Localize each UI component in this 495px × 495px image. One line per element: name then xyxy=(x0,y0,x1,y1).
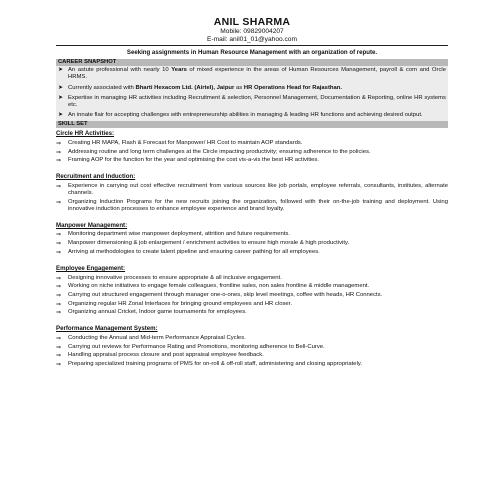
double-arrow-bullet-icon: ⇒ xyxy=(56,157,62,165)
double-arrow-bullet-icon: ⇒ xyxy=(56,140,62,148)
snapshot-text: Expertise in managing HR activities including Recruitment & selection, Personnel Management, Documentation & Reporting, online HR systems etc. xyxy=(68,94,446,108)
skill-item xyxy=(56,183,448,197)
skill-item xyxy=(56,140,448,147)
skill-item-text: Experience in carrying out cost effective recruitment from various sources like job portals, employee referrals, consultants, institutes, alternate channels. xyxy=(68,183,448,197)
skill-item-text: Preparing specialized training programs of PMS for on-roll & off-roll staff, administering and closing appropriately. xyxy=(68,361,363,368)
skill-item xyxy=(56,309,448,316)
skill-item-text: Organizing annual Cricket, Indoor game tournaments for employees. xyxy=(68,309,247,316)
skill-item xyxy=(56,344,448,351)
double-arrow-bullet-icon: ⇒ xyxy=(56,248,62,256)
skill-item xyxy=(56,361,448,368)
double-arrow-bullet-icon: ⇒ xyxy=(56,283,62,291)
double-arrow-bullet-icon: ⇒ xyxy=(56,361,62,369)
skill-item xyxy=(56,275,448,282)
snapshot-item xyxy=(56,67,448,81)
skill-item xyxy=(56,149,448,156)
double-arrow-bullet-icon: ⇒ xyxy=(56,352,62,360)
skill-section xyxy=(56,265,448,316)
career-snapshot-list xyxy=(56,66,448,121)
snapshot-item xyxy=(56,95,448,109)
skill-item-text: Working on niche initiatives to engage female colleagues, frontline sales, non sales frontline & middle management. xyxy=(68,283,370,290)
snapshot-highlight: HR Operations Head for Rajasthan. xyxy=(243,84,343,91)
mobile-number: Mobile: 09829004207 xyxy=(220,28,284,35)
skill-item-text: Organizing regular HR Zonal Interfaces for bringing ground employees and HR closer. xyxy=(68,300,292,307)
snapshot-text: An innate flair for accepting challenges with entrepreneurship abilities in managing & leading HR functions and achieving desired output. xyxy=(68,112,423,119)
header-divider xyxy=(56,45,448,46)
double-arrow-bullet-icon: ⇒ xyxy=(56,183,62,191)
objective-statement: Seeking assignments in Human Resource Management with an organization of repute. xyxy=(126,49,378,57)
arrow-bullet-icon: ➤ xyxy=(58,84,64,91)
skill-item-text: Arriving at methodologies to create talent pipeline and ensuring career pathing for all employees. xyxy=(68,248,320,255)
skill-item xyxy=(56,157,448,164)
skill-item xyxy=(56,292,448,299)
snapshot-text: Currently associated with xyxy=(68,84,136,91)
skill-set-heading: SKILL SET xyxy=(56,121,448,128)
skill-set-sections xyxy=(56,130,448,368)
skill-item xyxy=(56,249,448,256)
snapshot-text: An astute professional with nearly 10 xyxy=(68,67,172,74)
skill-section xyxy=(56,222,448,256)
skill-item-text: Creating HR MAPA, Flash & Forecast for Manpower/ HR Cost to maintain AOP standards. xyxy=(68,140,303,147)
double-arrow-bullet-icon: ⇒ xyxy=(56,309,62,317)
skill-item-text: Addressing routine and long term challenges at the Circle impacting productivity; ensuring adherence to the policies. xyxy=(68,148,371,155)
skill-item xyxy=(56,301,448,308)
skill-item xyxy=(56,199,448,213)
arrow-bullet-icon: ➤ xyxy=(58,112,64,119)
double-arrow-bullet-icon: ⇒ xyxy=(56,334,62,342)
double-arrow-bullet-icon: ⇒ xyxy=(56,300,62,308)
skill-section xyxy=(56,173,448,212)
snapshot-text: as xyxy=(235,84,244,91)
skill-section-title: Employee Engagement: xyxy=(56,264,126,272)
snapshot-item xyxy=(56,85,448,92)
skill-section-title: Recruitment and Induction: xyxy=(56,173,136,181)
double-arrow-bullet-icon: ⇒ xyxy=(56,274,62,282)
email-address: E-mail: anil01_01@yahoo.com xyxy=(207,35,297,43)
skill-item-text: Conducting the Annual and Mid-term Performance Appraisal Cycles. xyxy=(68,334,246,341)
skill-section xyxy=(56,325,448,368)
double-arrow-bullet-icon: ⇒ xyxy=(56,240,62,248)
skill-item xyxy=(56,352,448,359)
skill-item-text: Monitoring department wise manpower deployment, attrition and future requirements. xyxy=(68,231,290,238)
skill-item-text: Carrying out structured engagement through manager one-o-ones, skip level meetings, coffee with heads, HR Connects. xyxy=(68,291,383,298)
snapshot-text: of mixed experience in the areas of Human Resources Management, payroll & com and Orcle HRMS. xyxy=(68,67,446,81)
skill-item-text: Carrying out reviews for Performance Rating and Promotions, monitoring adherence to Bell-Curve. xyxy=(68,343,325,350)
snapshot-highlight: Bharti Hexacom Ltd. (Airtel) xyxy=(135,84,214,91)
skill-item xyxy=(56,240,448,247)
skill-item-text: Manpower dimensioning & job enlargement / enrichment activities to ensure high morale & high productivity. xyxy=(68,240,350,247)
double-arrow-bullet-icon: ⇒ xyxy=(56,231,62,239)
skill-section-title: Performance Management System: xyxy=(56,325,158,333)
double-arrow-bullet-icon: ⇒ xyxy=(56,291,62,299)
skill-item-text: Handling appraisal process closure and post appraisal employee feedback. xyxy=(68,352,264,359)
double-arrow-bullet-icon: ⇒ xyxy=(56,198,62,206)
snapshot-item xyxy=(56,112,448,119)
skill-item-text: Framing AOP for the function for the year and optimising the cost vis-a-vis the best HR activities. xyxy=(68,157,320,164)
resume-page xyxy=(56,16,448,368)
career-snapshot-heading: CAREER SNAPSHOT xyxy=(56,59,448,66)
resume-header xyxy=(56,16,448,43)
double-arrow-bullet-icon: ⇒ xyxy=(56,148,62,156)
skill-item-text: Designing innovative processes to ensure appropriate & all inclusive engagement. xyxy=(68,274,282,281)
arrow-bullet-icon: ➤ xyxy=(58,67,64,74)
skill-item-text: Organizing Induction Programs for the new recruits joining the organization, followed with their on-the-job training and deployment. Using innovative induction processes to enhance employee experience and brand loyalty. xyxy=(68,198,448,212)
double-arrow-bullet-icon: ⇒ xyxy=(56,343,62,351)
snapshot-highlight: Years xyxy=(171,67,187,74)
skill-section xyxy=(56,130,448,164)
skill-item xyxy=(56,335,448,342)
skill-section-title: Manpower Management: xyxy=(56,221,128,229)
arrow-bullet-icon: ➤ xyxy=(58,94,64,101)
candidate-name: ANIL SHARMA xyxy=(213,16,291,28)
skill-item xyxy=(56,231,448,238)
skill-item xyxy=(56,283,448,290)
skill-section-title: Circle HR Activities: xyxy=(56,130,115,138)
snapshot-highlight: , Jaipur xyxy=(213,84,236,91)
